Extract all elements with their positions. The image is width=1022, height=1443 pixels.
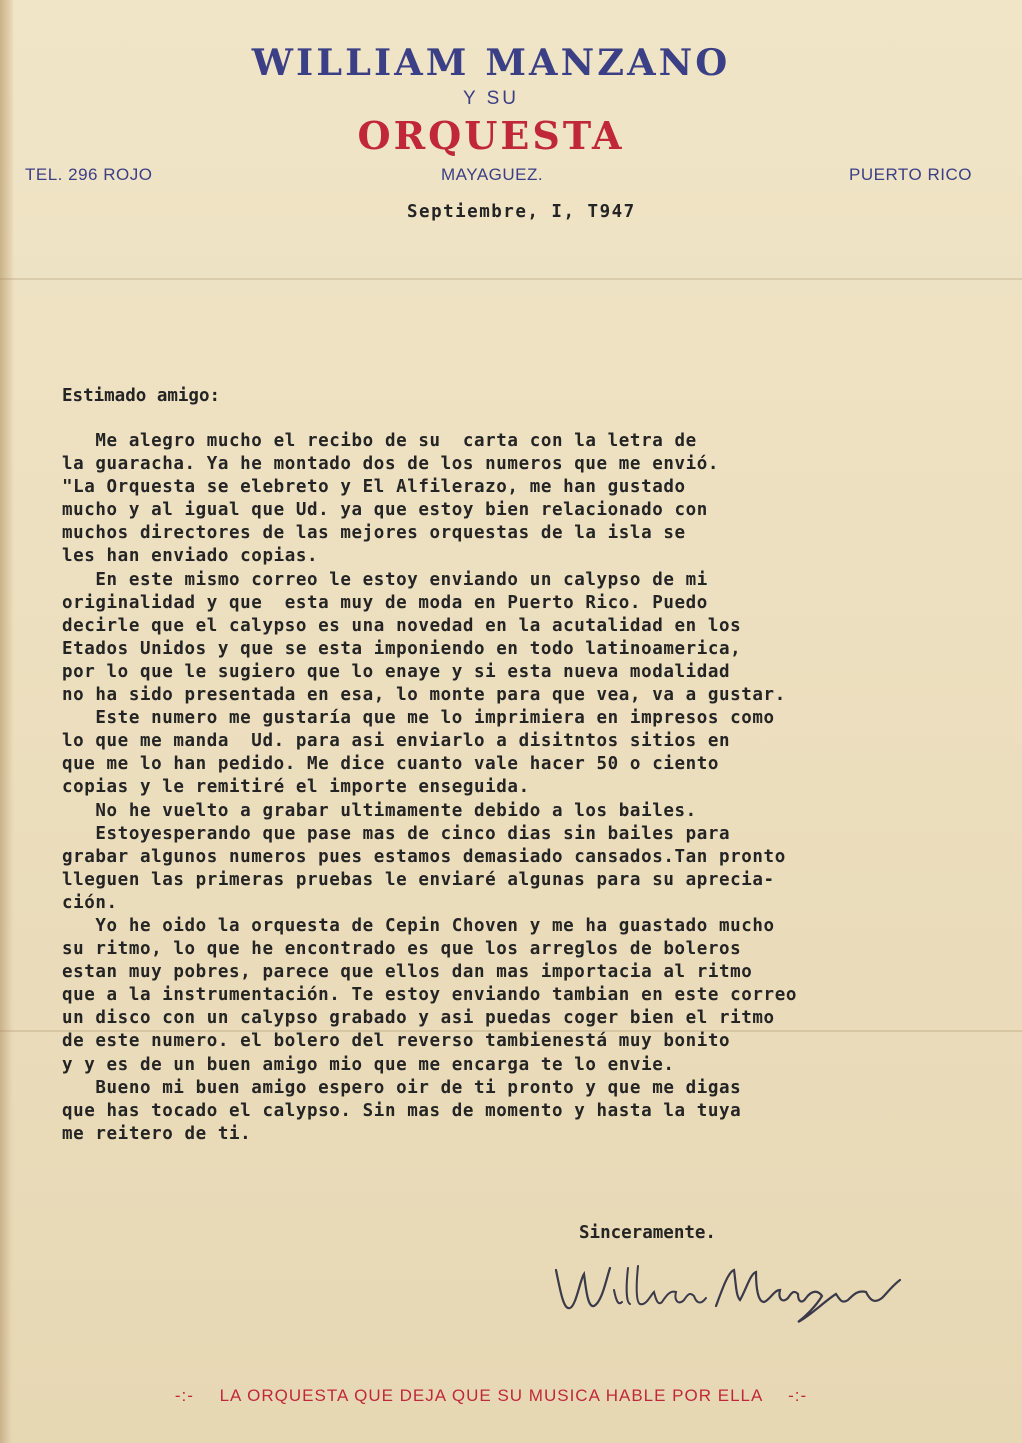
footer-motto: LA ORQUESTA QUE DEJA QUE SU MUSICA HABLE POR ELLA: [219, 1386, 763, 1405]
body-line: no ha sido presentada en esa, lo monte para que vea, va a gustar.: [62, 685, 786, 706]
letterhead-country: PUERTO RICO: [849, 165, 972, 184]
body-line: la guaracha. Ya he montado dos de los numeros que me envió.: [62, 454, 720, 475]
body-line: muchos directores de las mejores orquestas de la isla se: [62, 523, 686, 544]
letterhead-telephone: TEL. 296 ROJO: [25, 165, 153, 184]
body-line: estan muy pobres, parece que ellos dan mas importacia al ritmo: [62, 962, 753, 983]
body-line: copias y le remitiré el importe enseguida.: [62, 777, 530, 798]
handwritten-signature: [536, 1250, 916, 1330]
closing: Sinceramente.: [579, 1223, 716, 1243]
body-line: Yo he oido la orquesta de Cepin Choven y me ha guastado mucho: [62, 915, 775, 936]
body-line: y y es de un buen amigo mio que me encarga te lo envie.: [62, 1054, 675, 1075]
body-line: que me lo han pedido. Me dice cuanto vale hacer 50 o ciento: [62, 754, 720, 775]
body-line: que has tocado el calypso. Sin mas de momento y hasta la tuya: [62, 1100, 742, 1121]
body-line: les han enviado copias.: [62, 546, 319, 567]
letterhead-orquesta: ORQUESTA: [357, 113, 625, 158]
footer-ornament-right: -:-: [788, 1386, 808, 1405]
letterhead-name: WILLIAM MANZANO: [251, 42, 731, 84]
body-line: originalidad y que esta muy de moda en Puerto Rico. Puedo: [62, 592, 708, 613]
body-line: Etados Unidos y que se esta imponiendo en todo latinoamerica,: [62, 638, 742, 659]
body-line: me reitero de ti.: [62, 1123, 252, 1144]
body-line: grabar algunos numeros pues estamos demasiado cansados.Tan pronto: [62, 846, 786, 867]
body-line: un disco con un calypso grabado y asi puedas coger bien el ritmo: [62, 1008, 775, 1029]
body-line: En este mismo correo le estoy enviando un calypso de mi: [62, 569, 708, 590]
body-line: Estoyesperando que pase mas de cinco dias sin bailes para: [62, 823, 731, 844]
body-line: Bueno mi buen amigo espero oir de ti pronto y que me digas: [62, 1077, 742, 1098]
footer-motto-line: [0, 1386, 982, 1406]
letterhead-y-su: Y SU: [462, 88, 519, 109]
body-line: No he vuelto a grabar ultimamente debido a los bailes.: [62, 800, 697, 821]
body-line: de este numero. el bolero del reverso tambienestá muy bonito: [62, 1031, 731, 1052]
body-line: su ritmo, lo que he encontrado es que los arreglos de boleros: [62, 939, 742, 960]
body-line: ción.: [62, 892, 118, 913]
letter-body: [62, 430, 962, 1146]
footer-ornament-left: -:-: [174, 1386, 194, 1405]
fold-line: [0, 278, 1022, 280]
paper-edge: [0, 0, 14, 1443]
salutation: Estimado amigo:: [62, 386, 221, 406]
body-line: Este numero me gustaría que me lo imprimiera en impresos como: [62, 708, 775, 729]
body-line: lleguen las primeras pruebas le enviaré algunas para su aprecia-: [62, 869, 775, 890]
body-line: Me alegro mucho el recibo de su carta con la letra de: [62, 431, 697, 451]
body-line: "La Orquesta se elebreto y El Alfilerazo, me han gustado: [62, 477, 686, 498]
letter-date: Septiembre, I, T947: [407, 202, 636, 222]
letterhead-city: MAYAGUEZ.: [441, 165, 544, 184]
body-line: por lo que le sugiero que lo enaye y si esta nueva modalidad: [62, 661, 731, 682]
body-line: mucho y al igual que Ud. ya que estoy bien relacionado con: [62, 500, 708, 521]
body-line: decirle que el calypso es una novedad en la acutalidad en los: [62, 615, 742, 636]
body-line: que a la instrumentación. Te estoy enviando tambian en este correo: [62, 985, 797, 1006]
body-line: lo que me manda Ud. para asi enviarlo a disitntos sitios en: [62, 731, 731, 752]
